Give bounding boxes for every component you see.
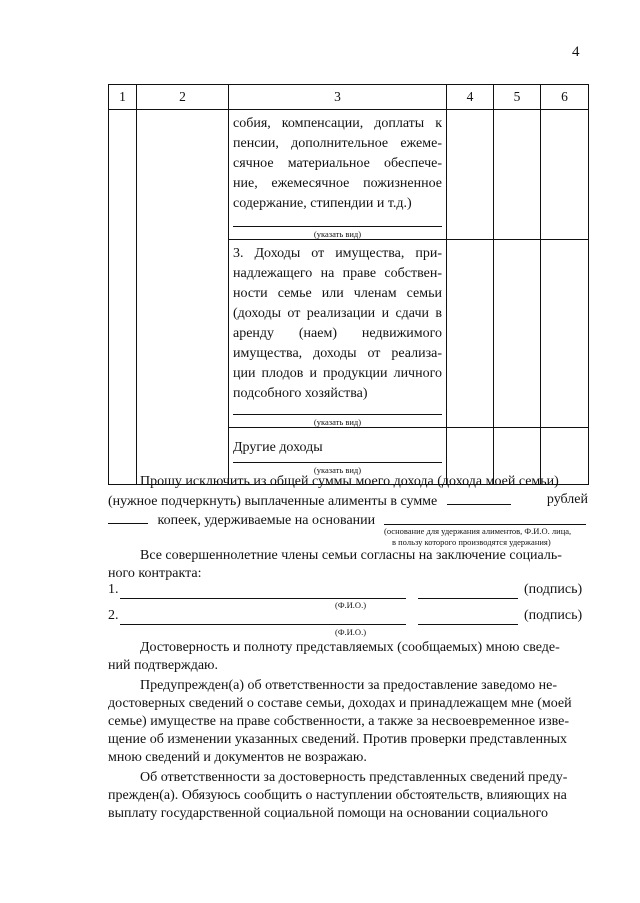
- paragraph-1-line-2: ний подтверждаю.: [108, 658, 219, 673]
- cell-income-type: [229, 110, 447, 240]
- cell-income-type: [229, 240, 447, 428]
- paragraph-2-line-5: мною сведений и документов не возражаю.: [108, 750, 367, 765]
- signature-field-1[interactable]: [418, 584, 518, 599]
- alimony-text: (нужное подчеркнуть) выплаченные алименты в сумме: [108, 494, 438, 509]
- paragraph-3-line-3: выплату государственной социальной помощи на основании социального: [108, 806, 548, 821]
- income-description: собия, компенсации, доплаты к пенсии, дополнительное ежеме-сячное материальное обеспече-ние, ежемесячное пожизненное содержание, стипендии и т.д.): [233, 116, 442, 211]
- col-header-2: 2: [137, 85, 229, 110]
- paragraph-2-line-2: достоверных сведений о составе семьи, доходах и принадлежащем мне (моей: [108, 696, 572, 711]
- alimony-line-3: [108, 509, 375, 531]
- consent-line-2: ного контракта:: [108, 566, 202, 581]
- col-header-3: 3: [229, 85, 447, 110]
- cell-col6[interactable]: [541, 240, 589, 428]
- fio-label: (Ф.И.О.): [335, 600, 367, 610]
- col-header-5: 5: [494, 85, 541, 110]
- signature-number: 1.: [108, 582, 119, 597]
- alimony-note-2: в пользу которого производятся удержания): [392, 537, 551, 547]
- alimony-note-1: (основание для удержания алиментов, Ф.И.О. лица,: [384, 526, 572, 536]
- cell-col5[interactable]: [494, 240, 541, 428]
- paragraph-2-line-1: Предупрежден(а) об ответственности за предоставление заведомо не-: [140, 678, 557, 693]
- fio-field-1[interactable]: [120, 584, 406, 599]
- hint-label: (указать вид): [233, 414, 442, 427]
- alimony-line-1: Прошу исключить из общей суммы моего дохода (дохода моей семьи): [140, 474, 559, 489]
- signature-label: (подпись): [524, 582, 583, 597]
- income-table: [108, 84, 589, 485]
- hint-label: (указать вид): [233, 462, 442, 475]
- col-header-1: 1: [109, 85, 137, 110]
- fio-field-2[interactable]: [120, 610, 406, 625]
- income-description: Другие доходы: [233, 440, 323, 455]
- cell-col4[interactable]: [447, 110, 494, 240]
- paragraph-1-line-1: Достоверность и полноту представляемых (сообщаемых) мною сведе-: [140, 640, 560, 655]
- signature-label: (подпись): [524, 608, 583, 623]
- income-description: 3. Доходы от имущества, при-надлежащего на праве собствен-ности семье или членам семьи (доходы от реализации и сдачи в аренду (наем) недвижимого имущества, доходы от реализа-ции плодов и продукции личного подсобного хозяйства): [233, 246, 442, 401]
- signature-field-2[interactable]: [418, 610, 518, 625]
- signature-number: 2.: [108, 608, 119, 623]
- table-row: [109, 110, 589, 240]
- rubles-label: рублей: [546, 492, 588, 507]
- cell-col5[interactable]: [494, 110, 541, 240]
- paragraph-2-line-3: семье) имуществе на праве собственности, а также за несвоевременное изве-: [108, 714, 570, 729]
- page-number: 4: [572, 44, 580, 60]
- cell-col1: [109, 110, 137, 485]
- cell-col6[interactable]: [541, 110, 589, 240]
- col-header-6: 6: [541, 85, 589, 110]
- alimony-basis-text: копеек, удерживаемые на основании: [157, 513, 376, 528]
- cell-col2: [137, 110, 229, 485]
- fio-label: (Ф.И.О.): [335, 627, 367, 637]
- alimony-basis-field[interactable]: [384, 524, 586, 525]
- paragraph-3-line-2: прежден(а). Обязуюсь сообщить о наступлении обстоятельств, влияющих на: [108, 788, 567, 803]
- table-header-row: [109, 85, 589, 110]
- alimony-amount-field[interactable]: [447, 490, 511, 505]
- signature-row-2: [108, 608, 588, 624]
- paragraph-3-line-1: Об ответственности за достоверность представленных сведений преду-: [140, 770, 568, 785]
- kopecks-field[interactable]: [108, 509, 148, 524]
- paragraph-2-line-4: щение об изменении указанных сведений. Против проверки представленных: [108, 732, 567, 747]
- hint-label: (указать вид): [233, 226, 442, 239]
- consent-line-1: Все совершеннолетние члены семьи согласны на заключение социаль-: [140, 548, 562, 563]
- cell-col4[interactable]: [447, 240, 494, 428]
- col-header-4: 4: [447, 85, 494, 110]
- signature-row-1: [108, 582, 588, 598]
